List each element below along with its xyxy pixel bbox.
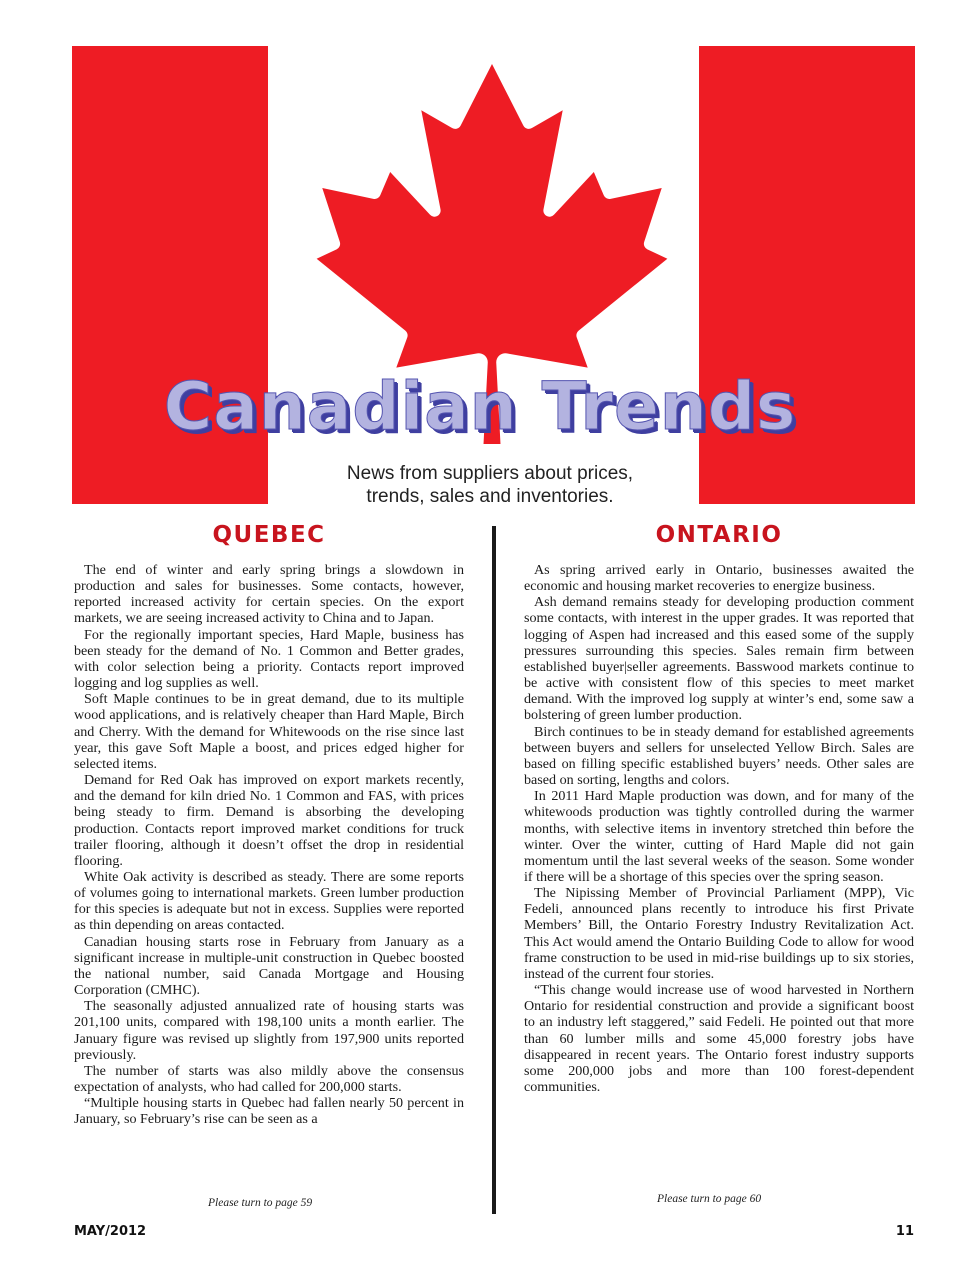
page-subtitle: [300, 462, 680, 508]
quebec-paragraph: The seasonally adjusted annualized rate of housing starts was 201,100 units, compared with 198,100 units a month earlier. The January figure was revised up slightly from 197,900 units reported previously.: [74, 998, 464, 1063]
subtitle-line-2: trends, sales and inventories.: [366, 486, 614, 507]
quebec-paragraph: White Oak activity is described as steady. There are some reports of volumes going to international markets. Green lumber production for this species is adequate but not in excess. Supplies were reported as thin depending on areas contacted.: [74, 868, 464, 934]
ontario-body: [524, 562, 914, 1095]
quebec-paragraph: “Multiple housing starts in Quebec had fallen nearly 50 percent in January, so February’s rise can be seen as a: [74, 1095, 464, 1128]
quebec-paragraph: Soft Maple continues to be in great demand, due to its multiple wood applications, and is relatively cheaper than Hard Maple, Birch and Cherry. With the demand for Whitewoods on the rise since last year, this gave Soft Maple a boost, and prices edged higher for selected items.: [74, 691, 464, 772]
ontario-paragraph: “This change would increase use of wood harvested in Northern Ontario for residential construction and provide a significant boost to an industry left staggered,” said Fedeli. He pointed out that more than 60 lumber mills and some 45,000 forestry jobs have disappeared in recent years. The Ontario forest industry supports some 200,000 jobs and more than 100 forest-dependent communities.: [524, 982, 914, 1095]
quebec-continued-note: Please turn to page 59: [208, 1197, 313, 1209]
quebec-paragraph: Demand for Red Oak has improved on export markets recently, and the demand for kiln dried No. 1 Common and FAS, with prices being steady to firm. Demand is absorbing the developing production. Contacts report improved market conditions for truck trailer flooring, although it doesn’t offset the drop in residential flooring.: [74, 772, 464, 869]
ontario-paragraph: The Nipissing Member of Provincial Parliament (MPP), Vic Fedeli, announced plans recently to introduce his first Private Members’ Bill, the Ontario Forestry Industry Revitalization Act. This Act would amend the Ontario Building Code to allow for wood frame construction to be used in mid-rise buildings up to six stories, instead of the current four stories.: [524, 885, 914, 982]
column-divider: [492, 526, 496, 1214]
quebec-paragraph: For the regionally important species, Hard Maple, business has been steady for the demand of No. 1 Common and Better grades, with color selection being a priority. Contacts report improved logging and log supplies as well.: [74, 626, 464, 692]
ontario-column: [524, 522, 914, 1095]
ontario-heading: ONTARIO: [655, 522, 783, 548]
quebec-heading: QUEBEC: [212, 522, 326, 548]
quebec-paragraph: The end of winter and early spring brings a slowdown in production and sales for businesses. Some contacts, however, reported increased activity for certain species. On the export markets, we are seeing increased activity to China and to Japan.: [74, 562, 464, 627]
page-number: 11: [895, 1224, 914, 1239]
subtitle-line-1: News from suppliers about prices,: [346, 463, 634, 484]
quebec-body: [74, 562, 464, 1127]
ontario-paragraph: As spring arrived early in Ontario, businesses awaited the economic and housing market recoveries to energize business.: [524, 562, 914, 595]
ontario-continued-note: Please turn to page 60: [657, 1193, 762, 1205]
quebec-column: [74, 522, 464, 1127]
ontario-paragraph: Birch continues to be in steady demand for established agreements between buyers and sellers for unselected Yellow Birch. Sales are based on filling specific established buyers’ needs. Other sales are based on sorting, lengths and colors.: [524, 723, 914, 789]
page-title: Canadian Trends: [163, 368, 797, 445]
quebec-paragraph: Canadian housing starts rose in February from January as a significant increase in multiple-unit construction in Quebec boosted the national number, said Canada Mortgage and Housing Corporation (CMHC).: [74, 933, 464, 999]
ontario-paragraph: Ash demand remains steady for developing production comment some contacts, with interest in the upper grades. It was reported that logging of Aspen had increased and this eased some of the supply pressures surrounding this species. Sales remain firm between established buyer|seller agreements. Basswood markets continue to be active with consistent flow of this species to meet market demand. With the improved log supply at winter’s end, some saw a bolstering of green lumber production.: [524, 594, 914, 724]
ontario-paragraph: In 2011 Hard Maple production was down, and for many of the whitewoods production was tightly controlled during the warmer months, with selective items in inventory stretched thin before the winter. Over the winter, cutting of Hard Maple did not gain momentum until the last several weeks of the season. Some wonder if there will be a shortage of this species over the spring season.: [524, 788, 914, 885]
issue-date: MAY/2012: [74, 1224, 147, 1239]
quebec-paragraph: The number of starts was also mildly above the consensus expectation of analysts, who had called for 200,000 starts.: [74, 1062, 464, 1095]
